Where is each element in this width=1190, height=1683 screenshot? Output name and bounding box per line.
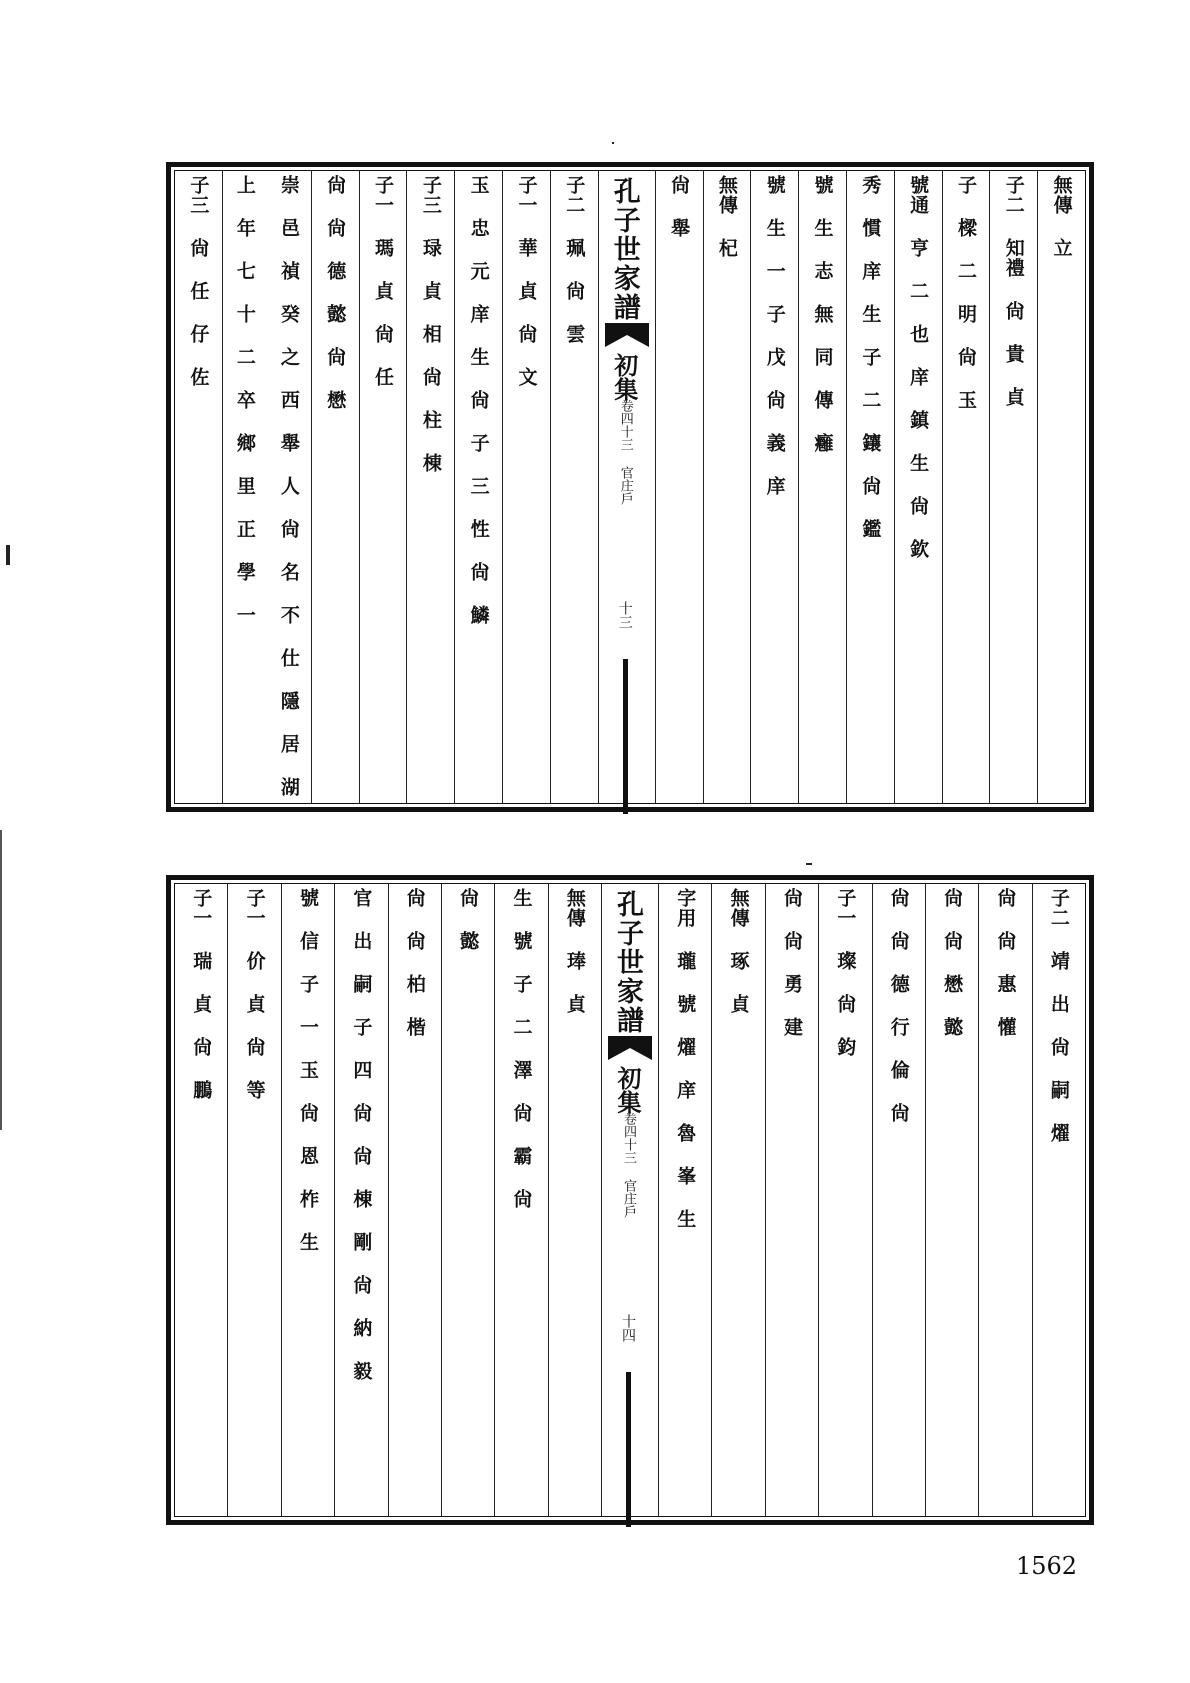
text-column: 無傳 立 xyxy=(1037,171,1085,803)
text-column: 秀 慣 庠 生 子 二 鑲 尙 鑑 xyxy=(846,171,894,803)
text-column: 官 出 嗣 子 四 尙 尙 棟 剛 尙 納 毅 xyxy=(334,884,387,1516)
text-column: 崇 邑 禎 癸 之 西 舉 人 尙 名 不 仕 隱 居 湖 上 年 七 十 二 卒 鄉 里 正 學 一 xyxy=(222,171,311,803)
text-column: 子一 瑞 貞 尙 鵬 xyxy=(190,888,213,1100)
text-column: 尙 舉 xyxy=(655,171,703,803)
text-column: 子一 瑪 貞 尙 任 xyxy=(359,171,407,803)
volume-label: 卷四十三 官庄戶 xyxy=(621,1112,636,1218)
fishtail-mark-icon xyxy=(608,1036,652,1060)
text-column: 尙 尙 德 懿 尙 懋 xyxy=(311,171,359,803)
volume-label: 卷四十三 官庄戶 xyxy=(617,399,633,505)
bottom-folio xyxy=(166,875,1094,1525)
text-column: 無傳 琫 貞 xyxy=(548,884,601,1516)
series-title: 初集 xyxy=(609,353,639,401)
scan-speck xyxy=(806,863,812,865)
running-title: 孔子世家譜 xyxy=(612,890,643,1035)
text-column: 無傳 杞 xyxy=(703,171,751,803)
running-title: 孔子世家譜 xyxy=(608,177,640,322)
text-column: 號 生 志 無 同 傳 癰 xyxy=(798,171,846,803)
text-column: 尙 尙 柏 楷 xyxy=(388,884,441,1516)
top-folio xyxy=(166,162,1094,812)
center-bar xyxy=(623,659,628,814)
text-column: 號 信 子 一 玉 尙 恩 柞 生 xyxy=(281,884,334,1516)
top-folio-columns xyxy=(175,171,1085,803)
text-column: 字用 瓏 號 燿 庠 魯 峯 生 xyxy=(658,884,711,1516)
text-column: 尙 尙 惠 懽 xyxy=(978,884,1031,1516)
bottom-folio-columns xyxy=(175,884,1085,1516)
text-column: 子一 璨 尙 鈞 xyxy=(818,884,871,1516)
text-column: 無傳 琢 貞 xyxy=(711,884,764,1516)
center-fold xyxy=(598,171,655,803)
page-number: 1562 xyxy=(1016,1552,1078,1580)
text-column: 尙 尙 德 行 倫 尙 xyxy=(872,884,925,1516)
text-column: 子二 珮 尙 雲 xyxy=(550,171,598,803)
text-column: 子一 价 貞 尙 等 xyxy=(227,884,280,1516)
text-column: 子 樑 二 明 尙 玉 xyxy=(942,171,990,803)
text-column: 子三 琭 貞 相 尙 柱 棟 xyxy=(406,171,454,803)
text-column: 號通 亨 二 也 庠 鎮 生 尙 欽 xyxy=(894,171,942,803)
text-column: 子二 知禮 尙 貴 貞 xyxy=(989,171,1037,803)
text-column: 子一 華 貞 尙 文 xyxy=(502,171,550,803)
scan-speck xyxy=(612,142,614,144)
center-bar xyxy=(626,1372,631,1527)
text-column: 尙 懿 xyxy=(441,884,494,1516)
center-fold xyxy=(601,884,658,1516)
text-column: 號 生 一 子 戊 尙 義 庠 xyxy=(750,171,798,803)
text-column: 玉 忠 元 庠 生 尙 子 三 性 尙 鱗 xyxy=(454,171,502,803)
text-column: 子三 尙 任 仔 佐 xyxy=(187,175,210,387)
scan-speck xyxy=(6,545,10,565)
folio-page-label: 十四 xyxy=(620,1314,636,1342)
text-column: 生 號 子 二 澤 尙 霸 尙 xyxy=(494,884,547,1516)
scan-edge xyxy=(0,830,2,1130)
text-column: 子二 靖 出 尙 嗣 燿 xyxy=(1032,884,1085,1516)
text-column: 尙 尙 勇 建 xyxy=(765,884,818,1516)
series-title: 初集 xyxy=(613,1066,642,1114)
text-column: 尙 尙 懋 懿 xyxy=(925,884,978,1516)
folio-page-label: 十三 xyxy=(616,601,633,629)
fishtail-mark-icon xyxy=(605,323,649,347)
